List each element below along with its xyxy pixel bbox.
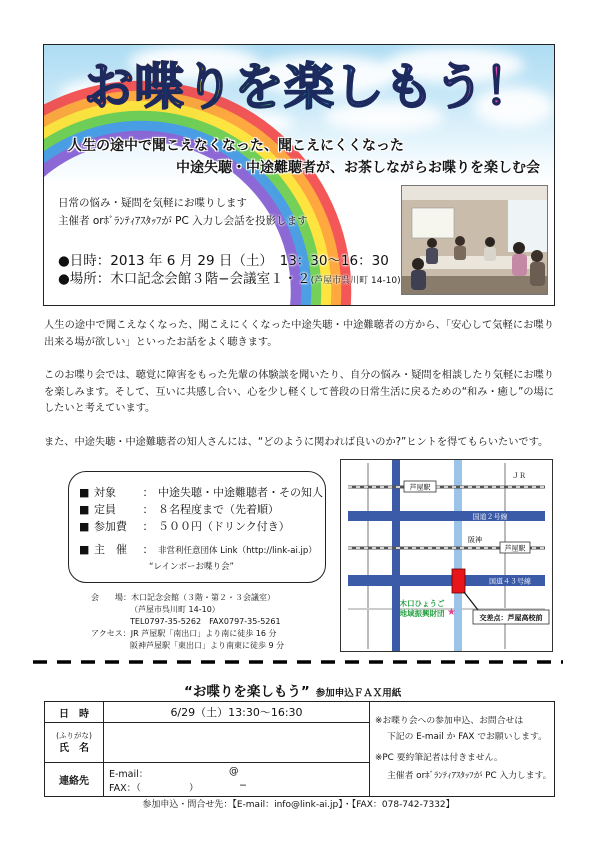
contact-footer: 参加申込・問合せ先：【E-mail：info@link-ai.jp】・【FAX：078-742-7332】	[142, 800, 455, 810]
venue-address: （芦屋市呉川町 14-10）	[130, 605, 220, 614]
intro-text	[44, 318, 554, 468]
fax-label: FAX：（	[109, 783, 141, 794]
road-vertical	[454, 460, 462, 651]
form-title	[184, 680, 401, 700]
detail-fee	[79, 520, 290, 534]
note-line: ※お喋り会への参加申込、お問合せは	[375, 716, 524, 726]
subtitle-line-2: 中途失聴・中途難聴者が、お茶しながらお喋りを楽しむ会	[176, 160, 540, 176]
note-line: 主催者 orﾎﾞﾗﾝﾃｨｱｽﾀｯﾌが PC 入力します。	[387, 771, 552, 781]
email-at: @	[229, 766, 239, 777]
bullet: ■	[79, 543, 90, 556]
hanshin-station-label: 芦屋駅	[504, 544, 526, 553]
cut-line	[0, 656, 597, 668]
description-line-2: 主催者 orﾎﾞﾗﾝﾃｨｱｽﾀｯﾌが PC 入力し会話を投影します	[58, 215, 308, 227]
meeting-photo	[401, 185, 548, 295]
venue-tel-fax: TEL0797-35-5262 FAX0797-35-5261	[130, 617, 281, 626]
email-label: E-mail：	[109, 769, 149, 780]
form-row-datetime	[45, 702, 555, 723]
description-line-1: 日常の悩み・疑問を気軽にお喋りします	[58, 197, 247, 209]
form-notes	[370, 702, 555, 797]
organizer-group-name: “レインボーお喋り会”	[149, 562, 234, 572]
crossing-marker	[452, 569, 465, 593]
intro-paragraph: 人生の途中で聞こえなくなった、聞こえにくくなった中途失聴・中途難聴者の方から、「安心して気軽にお喋り出来る場が欲しい」といったお話をよく聴きます。	[44, 320, 554, 348]
jr-station-label: 芦屋駅	[409, 483, 431, 492]
detail-value: 非営利任意団体 Link（http://link-ai.jp）	[158, 546, 317, 556]
event-place	[58, 267, 401, 287]
event-place-name: ●場所：木口記念会館３階−会議室１・２	[58, 271, 311, 287]
datetime-label: 日 時	[45, 702, 104, 723]
detail-separator: ：	[142, 520, 154, 533]
detail-capacity	[79, 503, 279, 517]
bullet: ■	[79, 486, 90, 499]
event-place-address: (芦屋市呉川町 14-10)	[310, 276, 401, 286]
contact-field[interactable]	[104, 763, 370, 797]
detail-value: 中途失聴・中途難聴者・その知人	[158, 486, 323, 499]
name-label: 氏 名	[59, 742, 89, 754]
route-2-label: 国道２号線	[472, 513, 508, 521]
bullet: ■	[79, 520, 90, 533]
event-details-box	[68, 471, 326, 583]
detail-separator: ：	[142, 543, 154, 556]
jr-label: ＪＲ	[512, 472, 526, 480]
detail-target	[79, 486, 323, 500]
detail-label: 対象	[94, 486, 116, 499]
venue-access-jr: アクセス：JR 芦屋駅「南出口」より南に徒歩 16 分	[91, 629, 277, 638]
venue-map-label: 地域振興財団	[399, 609, 445, 618]
detail-separator: ：	[142, 486, 154, 499]
route-2-band	[348, 511, 545, 521]
detail-organizer	[79, 543, 317, 558]
detail-label: 主 催	[94, 543, 127, 556]
detail-value: ５００円（ドリンク付き）	[158, 520, 290, 533]
detail-label: 定員	[94, 503, 116, 516]
hanshin-label: 阪神	[468, 536, 482, 544]
furigana-label: (ふりがな)	[56, 730, 92, 740]
name-label-cell	[45, 723, 104, 763]
venue-access-hanshin: 阪神芦屋駅「東出口」より南東に徒歩 9 分	[130, 641, 285, 650]
subtitle-line-1: 人生の途中で聞こえなくなった、聞こえにくくなった	[68, 138, 404, 154]
intro-paragraph: また、中途失聴・中途難聴者の知人さんには、“どのように関われば良いのか?”ヒントを得てもらいたいです。	[44, 436, 549, 448]
route-43-label: 国道４３号線	[489, 577, 531, 586]
application-form	[44, 701, 555, 797]
note-line: ※PC 要約筆記者は付きません。	[375, 753, 503, 763]
river-road-vertical	[392, 460, 400, 651]
venue-hall: 会 場：木口記念会館（３階・第２・３会議室）	[91, 593, 275, 602]
event-datetime: ●日時：2013 年 6 月 29 日（土） 13：30～16：30	[58, 253, 389, 269]
detail-separator: ：	[142, 503, 154, 516]
header-banner	[43, 44, 555, 306]
venue-info	[91, 592, 284, 652]
venue-star-icon: ★	[447, 607, 456, 618]
fax-close-paren: ）	[189, 783, 199, 794]
note-line: 下記の E-mail か FAX でお願いします。	[387, 732, 547, 742]
main-title: お喋りを楽しもう！	[84, 58, 534, 116]
form-title-sub: 参加申込ＦＡＸ用紙	[315, 688, 402, 699]
venue-map-label: 木口ひょうご	[399, 599, 445, 608]
detail-label: 参加費	[94, 520, 127, 533]
fax-dash: −	[239, 780, 247, 791]
access-map	[340, 459, 553, 652]
intro-paragraph: このお喋り会では、聴覚に障害をもった先輩の体験談を聞いたり、自分の悩み・疑問を相談したり気軽にお喋りを楽しみます。そして、互いに共感し合い、心を少し軽くして普段の日常生活に戻るための“和み・癒し”の場にしたいと考えています。	[44, 370, 554, 414]
detail-value: ８名程度まで（先着順）	[158, 503, 279, 516]
bullet: ■	[79, 503, 90, 516]
datetime-value: 6/29（土）13:30～16:30	[104, 702, 370, 723]
crossing-callout-label: 交差点：芦屋高校前	[479, 614, 543, 622]
name-field[interactable]	[104, 723, 370, 763]
contact-label: 連絡先	[45, 763, 104, 797]
form-title-main: “お喋りを楽しもう”	[184, 684, 310, 700]
